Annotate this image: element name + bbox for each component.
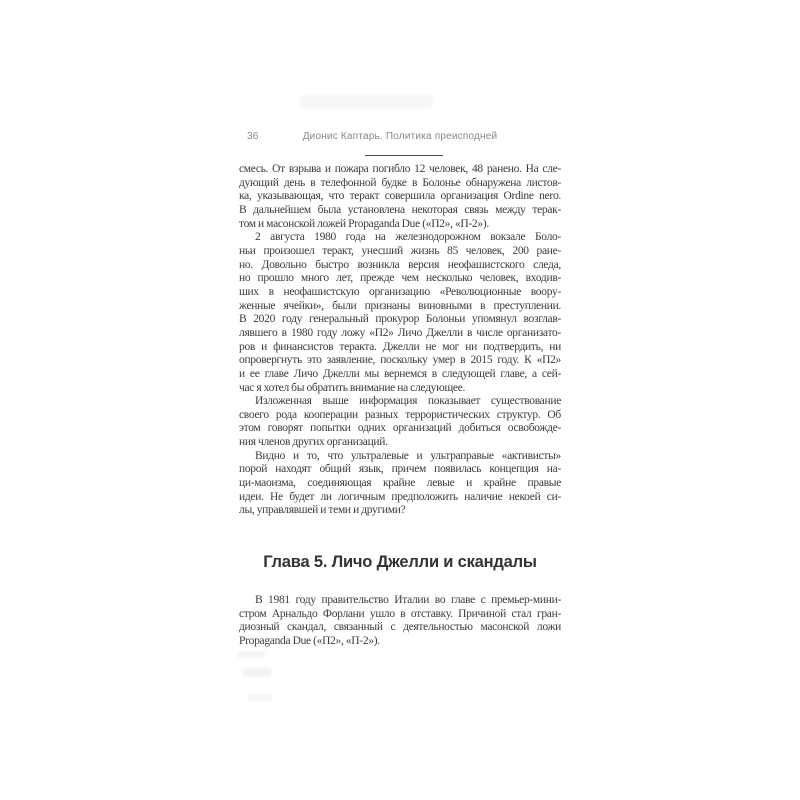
- paragraph: [239, 594, 561, 649]
- text-line: смесь. От взрыва и пожара погибло 12 человек, 48 ранено. На сле-: [239, 163, 561, 175]
- text-line: идеи. Не будет ли логичным предположить наличие некоей си-: [239, 490, 561, 503]
- text-line: лы, управлявшей и теми и другими?: [239, 504, 406, 517]
- text-line: опровергнуть это заявление, поскольку умер в 2015 году. К «П2»: [239, 354, 561, 367]
- text-line: стром Арнальдо Форлани ушло в отставку. Причиной стал гран-: [239, 607, 561, 620]
- text-line: лявшего в 1980 году ложу «П2» Личо Джелли в числе организато-: [239, 326, 561, 339]
- text-line: ров и финансистов теракта. Джелли не мог ни подтвердить, ни: [239, 340, 561, 353]
- text-line: час я хотел бы обратить внимание на следующее.: [239, 381, 466, 394]
- text-line: ния членов других организаций.: [239, 436, 388, 449]
- running-title: Дионис Каптарь. Политика преисподней: [302, 131, 498, 142]
- text-line: диозный скандал, связанный с деятельностью масонской ложи: [239, 621, 561, 634]
- text-line: В дальнейшем была установлена некоторая связь между терак-: [239, 203, 561, 216]
- scan-artifact: [242, 668, 272, 677]
- text-line: дующий день в телефонной будке в Болонье обнаружена листов-: [239, 176, 561, 189]
- scan-artifact: [300, 94, 433, 109]
- text-line: ци-маоизма, соединяющая крайне левые и крайне правые: [239, 477, 561, 490]
- text-line: ка, указывающая, что теракт совершила организация Ordine nero.: [239, 190, 561, 203]
- text-line: но. Довольно быстро возникла версия неофашистского следа,: [239, 258, 561, 271]
- text-line: своего рода кооперации разных террористических структур. Об: [239, 408, 561, 421]
- text-line: и ее главе Личо Джелли мы вернемся в следующей главе, а сей-: [239, 367, 561, 380]
- text-line: В 1981 году правительство Италии во главе с премьер-мини-: [255, 594, 561, 607]
- text-line: ньи произошел теракт, унесший жизнь 85 человек, 200 ране-: [239, 244, 561, 257]
- header-rule: [365, 155, 443, 156]
- text-line: Изложенная выше информация показывает существование: [255, 395, 561, 408]
- body-text-before-heading: [239, 163, 561, 518]
- page-number: 36: [247, 131, 259, 142]
- text-line: В 2020 году генеральный прокурор Болоньи упомянул возглав-: [239, 313, 561, 326]
- text-column: [239, 163, 561, 649]
- scan-artifact: [247, 694, 273, 701]
- text-line: этом говорят попытки одних организаций добиться освобожде-: [239, 422, 561, 435]
- text-line: порой находят общий язык, причем появилась концепция на-: [239, 463, 561, 476]
- body-text-after-heading: [239, 594, 561, 649]
- text-line: но прошло много лет, прежде чем несколько человек, входив-: [239, 272, 561, 285]
- chapter-heading: Глава 5. Личо Джелли и скандалы: [263, 553, 537, 572]
- paragraph: [239, 231, 561, 395]
- text-line: том и масонской ложей Propaganda Due («П2», «П-2»).: [239, 217, 489, 230]
- paragraph: [239, 450, 561, 518]
- text-line: ших в неофашистскую организацию «Революционные воору-: [239, 285, 561, 298]
- paragraph: [239, 163, 561, 231]
- paragraph: [239, 395, 561, 450]
- running-header: [239, 131, 561, 145]
- text-line: Propaganda Due («П2», «П-2»).: [239, 635, 380, 648]
- text-line: Видно и то, что ультралевые и ультраправые «активисты»: [255, 449, 561, 462]
- scan-artifact: [237, 651, 265, 658]
- text-line: женные ячейки», были признаны виновными в преступлении.: [239, 299, 561, 312]
- text-line: 2 августа 1980 года на железнодорожном вокзале Боло-: [255, 231, 561, 244]
